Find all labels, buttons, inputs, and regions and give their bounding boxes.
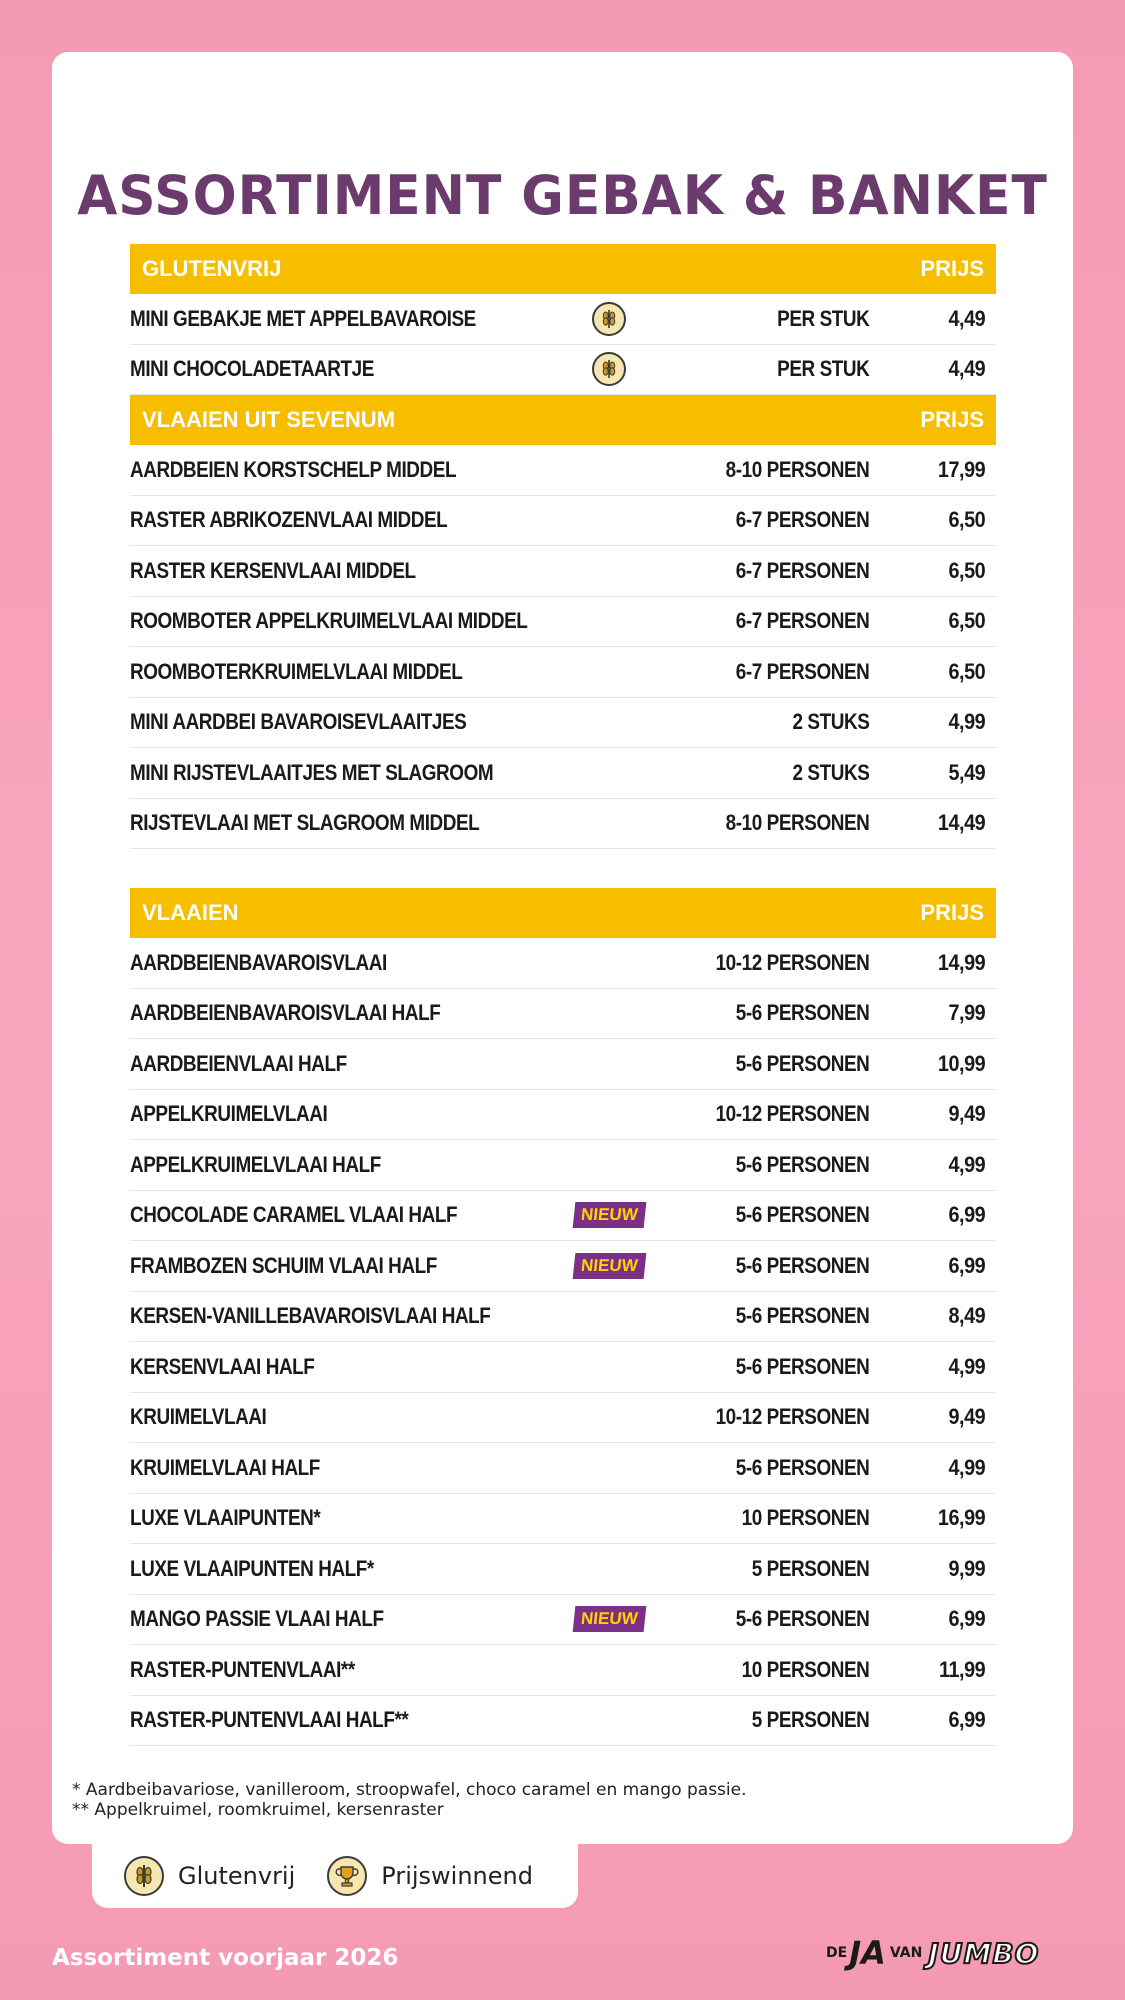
table-row	[130, 546, 996, 597]
table-row	[130, 1595, 996, 1646]
table-row	[130, 1544, 996, 1595]
price: 11,99	[938, 1656, 986, 1682]
new-badge: NIEUW	[572, 1606, 645, 1632]
portion-size: 2 STUKS	[792, 759, 870, 785]
section-heading: GLUTENVRIJ	[142, 256, 282, 281]
table-row	[130, 938, 996, 989]
product-name: MINI GEBAKJE MET APPELBAVAROISE	[130, 305, 476, 331]
table-row	[130, 1342, 996, 1393]
table-row	[130, 1696, 996, 1747]
portion-size: 10 PERSONEN	[741, 1656, 870, 1682]
portion-size: 2 STUKS	[792, 709, 870, 735]
product-name: AARDBEIENVLAAI HALF	[130, 1050, 347, 1076]
section-heading: VLAAIEN UIT SEVENUM	[142, 407, 396, 432]
badge-cell	[564, 1253, 654, 1279]
portion-size: 5-6 PERSONEN	[735, 1606, 870, 1632]
portion-size: 5-6 PERSONEN	[735, 1353, 870, 1379]
portion-size: 5 PERSONEN	[751, 1555, 870, 1581]
price-heading: PRIJS	[920, 256, 984, 281]
price-heading: PRIJS	[920, 900, 984, 925]
portion-size: 5-6 PERSONEN	[735, 1454, 870, 1480]
price: 6,99	[948, 1606, 986, 1632]
table-row	[130, 1039, 996, 1090]
table-row	[130, 1241, 996, 1292]
product-name: LUXE VLAAIPUNTEN*	[130, 1505, 321, 1531]
badge-cell	[564, 1606, 654, 1632]
logo-de: DE	[826, 1945, 848, 1961]
price: 16,99	[937, 1505, 986, 1531]
price: 8,49	[948, 1303, 986, 1329]
logo-jumbo: JUMBO	[928, 1936, 1040, 1970]
portion-size: 6-7 PERSONEN	[735, 658, 870, 684]
footnotes	[72, 1780, 747, 1820]
price: 6,99	[948, 1252, 986, 1278]
price: 10,99	[937, 1050, 986, 1076]
product-name: KRUIMELVLAAI HALF	[130, 1454, 320, 1480]
section-header	[130, 395, 996, 445]
legend	[92, 1844, 578, 1908]
product-name: AARDBEIENBAVAROISVLAAI HALF	[130, 1000, 441, 1026]
price: 4,99	[948, 1151, 986, 1177]
product-name: MINI RIJSTEVLAAITJES MET SLAGROOM	[130, 759, 494, 785]
jumbo-logo	[826, 1934, 1039, 1972]
portion-size: 5 PERSONEN	[751, 1707, 870, 1733]
price: 6,50	[948, 507, 986, 533]
table-row	[130, 799, 996, 850]
legend-prijswinnend	[327, 1856, 533, 1896]
product-name: RASTER ABRIKOZENVLAAI MIDDEL	[130, 507, 448, 533]
price: 4,49	[948, 356, 986, 382]
portion-size: 10-12 PERSONEN	[715, 1404, 870, 1430]
section-vlaaien-uit-sevenum	[130, 395, 996, 849]
portion-size: 6-7 PERSONEN	[735, 608, 870, 634]
portion-size: PER STUK	[777, 305, 870, 331]
product-name: MINI CHOCOLADETAARTJE	[130, 356, 374, 382]
price: 6,50	[948, 658, 986, 684]
price: 14,49	[937, 810, 986, 836]
price: 6,50	[948, 608, 986, 634]
product-name: RASTER KERSENVLAAI MIDDEL	[130, 557, 416, 583]
portion-size: 8-10 PERSONEN	[725, 456, 870, 482]
price: 17,99	[937, 456, 986, 482]
logo-van: VAN	[889, 1945, 923, 1961]
table-row	[130, 1292, 996, 1343]
table-row	[130, 345, 996, 396]
section-vlaaien	[130, 888, 996, 1746]
price-heading: PRIJS	[920, 407, 984, 432]
footnote-single-star: * Aardbeibavariose, vanilleroom, stroopwafel, choco caramel en mango passie.	[72, 1780, 747, 1800]
product-name: ROOMBOTER APPELKRUIMELVLAAI MIDDEL	[130, 608, 528, 634]
season-label: Assortiment voorjaar 2026	[52, 1945, 399, 1971]
table-row	[130, 1443, 996, 1494]
section-heading: VLAAIEN	[142, 900, 239, 925]
product-name: AARDBEIEN KORSTSCHELP MIDDEL	[130, 456, 457, 482]
price: 4,99	[948, 709, 986, 735]
section-glutenvrij	[130, 244, 996, 395]
product-name: CHOCOLADE CARAMEL VLAAI HALF	[130, 1202, 458, 1228]
logo-ja: JA	[849, 1934, 886, 1972]
legend-glutenvrij	[124, 1856, 295, 1896]
table-row	[130, 597, 996, 648]
portion-size: 10-12 PERSONEN	[715, 949, 870, 975]
product-name: APPELKRUIMELVLAAI	[130, 1101, 328, 1127]
table-row	[130, 989, 996, 1040]
trophy-icon	[327, 1856, 367, 1896]
portion-size: 5-6 PERSONEN	[735, 1202, 870, 1228]
table-row	[130, 294, 996, 345]
price: 4,99	[948, 1353, 986, 1379]
price: 6,50	[948, 557, 986, 583]
legend-prijswinnend-label: Prijswinnend	[381, 1862, 533, 1890]
price: 14,99	[937, 949, 986, 975]
product-name: RIJSTEVLAAI MET SLAGROOM MIDDEL	[130, 810, 480, 836]
portion-size: 5-6 PERSONEN	[735, 1303, 870, 1329]
product-name: MINI AARDBEI BAVAROISEVLAAITJES	[130, 709, 467, 735]
legend-glutenvrij-label: Glutenvrij	[178, 1862, 296, 1890]
product-name: AARDBEIENBAVAROISVLAAI	[130, 949, 387, 975]
product-name: FRAMBOZEN SCHUIM VLAAI HALF	[130, 1252, 437, 1278]
table-row	[130, 1494, 996, 1545]
product-name: KERSEN-VANILLEBAVAROISVLAAI HALF	[130, 1303, 491, 1329]
badge-cell	[564, 1202, 654, 1228]
portion-size: 10 PERSONEN	[741, 1505, 870, 1531]
product-name: KRUIMELVLAAI	[130, 1404, 267, 1430]
price: 9,49	[948, 1404, 986, 1430]
table-row	[130, 1140, 996, 1191]
product-name: RASTER-PUNTENVLAAI HALF**	[130, 1707, 409, 1733]
wheat-icon	[124, 1856, 164, 1896]
section-header	[130, 888, 996, 938]
table-row	[130, 1645, 996, 1696]
product-name: APPELKRUIMELVLAAI HALF	[130, 1151, 381, 1177]
product-name: MANGO PASSIE VLAAI HALF	[130, 1606, 384, 1632]
price: 4,49	[948, 305, 986, 331]
wheat-icon	[592, 352, 626, 386]
price: 6,99	[948, 1202, 986, 1228]
product-name: LUXE VLAAIPUNTEN HALF*	[130, 1555, 374, 1581]
page-title: ASSORTIMENT GEBAK & BANKET	[77, 164, 1048, 227]
section-header	[130, 244, 996, 294]
portion-size: 8-10 PERSONEN	[725, 810, 870, 836]
portion-size: 5-6 PERSONEN	[735, 1050, 870, 1076]
portion-size: 10-12 PERSONEN	[715, 1101, 870, 1127]
portion-size: 6-7 PERSONEN	[735, 557, 870, 583]
portion-size: 5-6 PERSONEN	[735, 1151, 870, 1177]
table-row	[130, 647, 996, 698]
portion-size: 5-6 PERSONEN	[735, 1000, 870, 1026]
price: 5,49	[948, 759, 986, 785]
product-name: RASTER-PUNTENVLAAI**	[130, 1656, 355, 1682]
price: 9,49	[948, 1101, 986, 1127]
product-name: KERSENVLAAI HALF	[130, 1353, 315, 1379]
badge-cell	[564, 352, 654, 386]
wheat-icon	[592, 302, 626, 336]
portion-size: PER STUK	[777, 356, 870, 382]
product-name: ROOMBOTERKRUIMELVLAAI MIDDEL	[130, 658, 463, 684]
price: 6,99	[948, 1707, 986, 1733]
table-row	[130, 1090, 996, 1141]
price: 9,99	[948, 1555, 986, 1581]
new-badge: NIEUW	[572, 1202, 645, 1228]
price: 4,99	[948, 1454, 986, 1480]
table-row	[130, 445, 996, 496]
table-row	[130, 1191, 996, 1242]
footnote-double-star: ** Appelkruimel, roomkruimel, kersenraster	[72, 1800, 444, 1820]
table-row	[130, 1393, 996, 1444]
new-badge: NIEUW	[572, 1253, 645, 1279]
table-row	[130, 496, 996, 547]
menu-card	[52, 52, 1073, 1844]
price: 7,99	[948, 1000, 986, 1026]
portion-size: 6-7 PERSONEN	[735, 507, 870, 533]
table-row	[130, 748, 996, 799]
table-row	[130, 698, 996, 749]
portion-size: 5-6 PERSONEN	[735, 1252, 870, 1278]
badge-cell	[564, 302, 654, 336]
